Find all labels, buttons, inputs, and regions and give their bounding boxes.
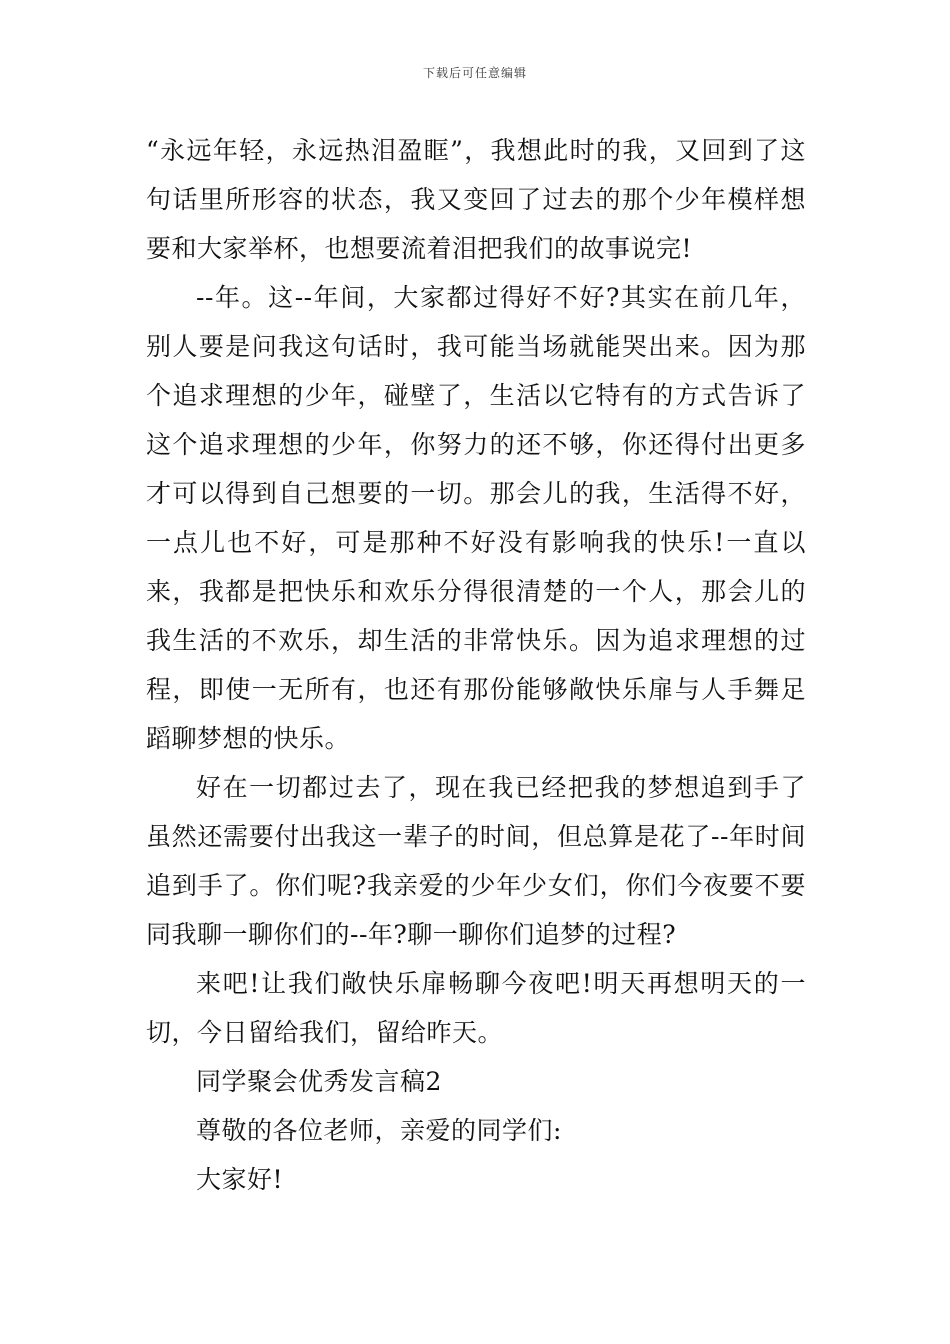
paragraph-3: 好在一切都过去了，现在我已经把我的梦想追到手了虽然还需要付出我这一辈子的时间，但总算是花了--年时间追到手了。你们呢?我亲爱的少年少女们，你们今夜要不要同我聊一聊你们的--年?聊一聊你们追梦的过程? [146,773,806,949]
greeting: 大家好! [196,1165,284,1194]
page-header-note: 下载后可任意编辑 [422,66,527,80]
section-title: 同学聚会优秀发言稿2 [196,1067,442,1096]
paragraph-4: 来吧!让我们敞快乐扉畅聊今夜吧!明天再想明天的一切，今日留给我们，留给昨天。 [146,969,806,1047]
paragraph-2: --年。这--年间，大家都过得好不好?其实在前几年，别人要是问我这句话时，我可能当场就能哭出来。因为那个追求理想的少年，碰壁了，生活以它特有的方式告诉了这个追求理想的少年，你努力的还不够，你还得付出更多才可以得到自己想要的一切。那会儿的我，生活得不好，一点儿也不好，可是那种不好没有影响我的快乐!一直以来，我都是把快乐和欢乐分得很清楚的一个人，那会儿的我生活的不欢乐，却生活的非常快乐。因为追求理想的过程，即使一无所有，也还有那份能够敞快乐扉与人手舞足蹈聊梦想的快乐。 [146,283,806,753]
salutation: 尊敬的各位老师，亲爱的同学们: [196,1116,562,1145]
paragraph-1: “永远年轻，永远热泪盈眶”，我想此时的我，又回到了这句话里所形容的状态，我又变回了过去的那个少年模样想要和大家举杯，也想要流着泪把我们的故事说完! [146,136,806,263]
document-body [146,126,806,1204]
